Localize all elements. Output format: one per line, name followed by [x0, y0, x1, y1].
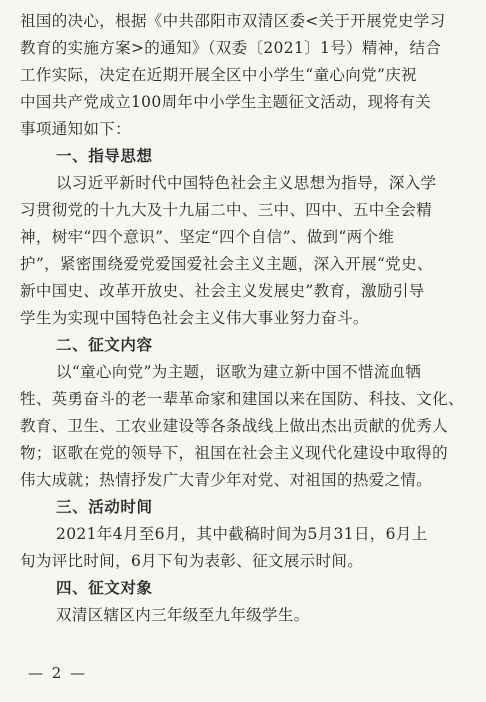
section-paragraph-participants	[20, 602, 466, 629]
section-heading-activity-time: 三、活动时间	[56, 498, 153, 516]
text-line: 教育、卫生、工农业建设等各条战线上做出杰出贡献的优秀人	[20, 417, 448, 435]
section-heading-participants: 四、征文对象	[56, 579, 153, 597]
page-number: — 2 —	[28, 664, 88, 682]
text-line: 伟大成就；热情抒发广大青少年对党、对祖国的热爱之情。	[20, 471, 433, 489]
text-line: 中国共产党成立100周年中小学生主题征文活动，现将有关	[20, 93, 432, 111]
text-line: 护”，紧密围绕爱党爱国爱社会主义主题，深入开展“党史、	[20, 255, 433, 273]
text-line: 教育的实施方案>的通知》（双委〔2021〕1号）精神，结合	[20, 39, 442, 57]
section-paragraph-essay-content	[20, 359, 466, 494]
section-heading-essay-content: 二、征文内容	[56, 336, 153, 354]
text-line: 学生为实现中国特色社会主义伟大事业努力奋斗。	[20, 309, 369, 327]
intro-paragraph	[20, 8, 466, 143]
text-line: 习贯彻党的十九大及十九届二中、三中、四中、五中全会精	[20, 201, 433, 219]
text-line: 祖国的决心，根据《中共邵阳市双清区委<关于开展党史学习	[20, 12, 446, 30]
text-line: 牲、英勇奋斗的老一辈革命家和建国以来在国防、科技、文化、	[20, 390, 464, 408]
section-paragraph-activity-time	[20, 521, 466, 575]
text-line: 事项通知如下：	[20, 120, 131, 138]
text-line: 工作实际，决定在近期开展全区中小学生“童心向党”庆祝	[20, 66, 417, 84]
section-heading-guiding-ideology: 一、指导思想	[56, 147, 153, 165]
text-line: 旬为评比时间，6月下旬为表彰、征文展示时间。	[20, 552, 364, 570]
text-line: 以“童心向党”为主题，讴歌为建立新中国不惜流血牺	[56, 363, 422, 381]
text-line: 双清区辖区内三年级至九年级学生。	[56, 606, 310, 624]
text-line: 神，树牢“四个意识”、坚定“四个自信”、做到“两个维	[20, 228, 395, 246]
section-paragraph-guiding-ideology	[20, 170, 466, 332]
text-line: 2021年4月至6月，其中截稿时间为5月31日，6月上	[56, 525, 428, 543]
text-line: 物；讴歌在党的领导下，祖国在社会主义现代化建设中取得的	[20, 444, 448, 462]
text-line: 新中国史、改革开放史、社会主义发展史”教育，激励引导	[20, 282, 425, 300]
text-line: 以习近平新时代中国特色社会主义思想为指导，深入学	[56, 174, 437, 192]
